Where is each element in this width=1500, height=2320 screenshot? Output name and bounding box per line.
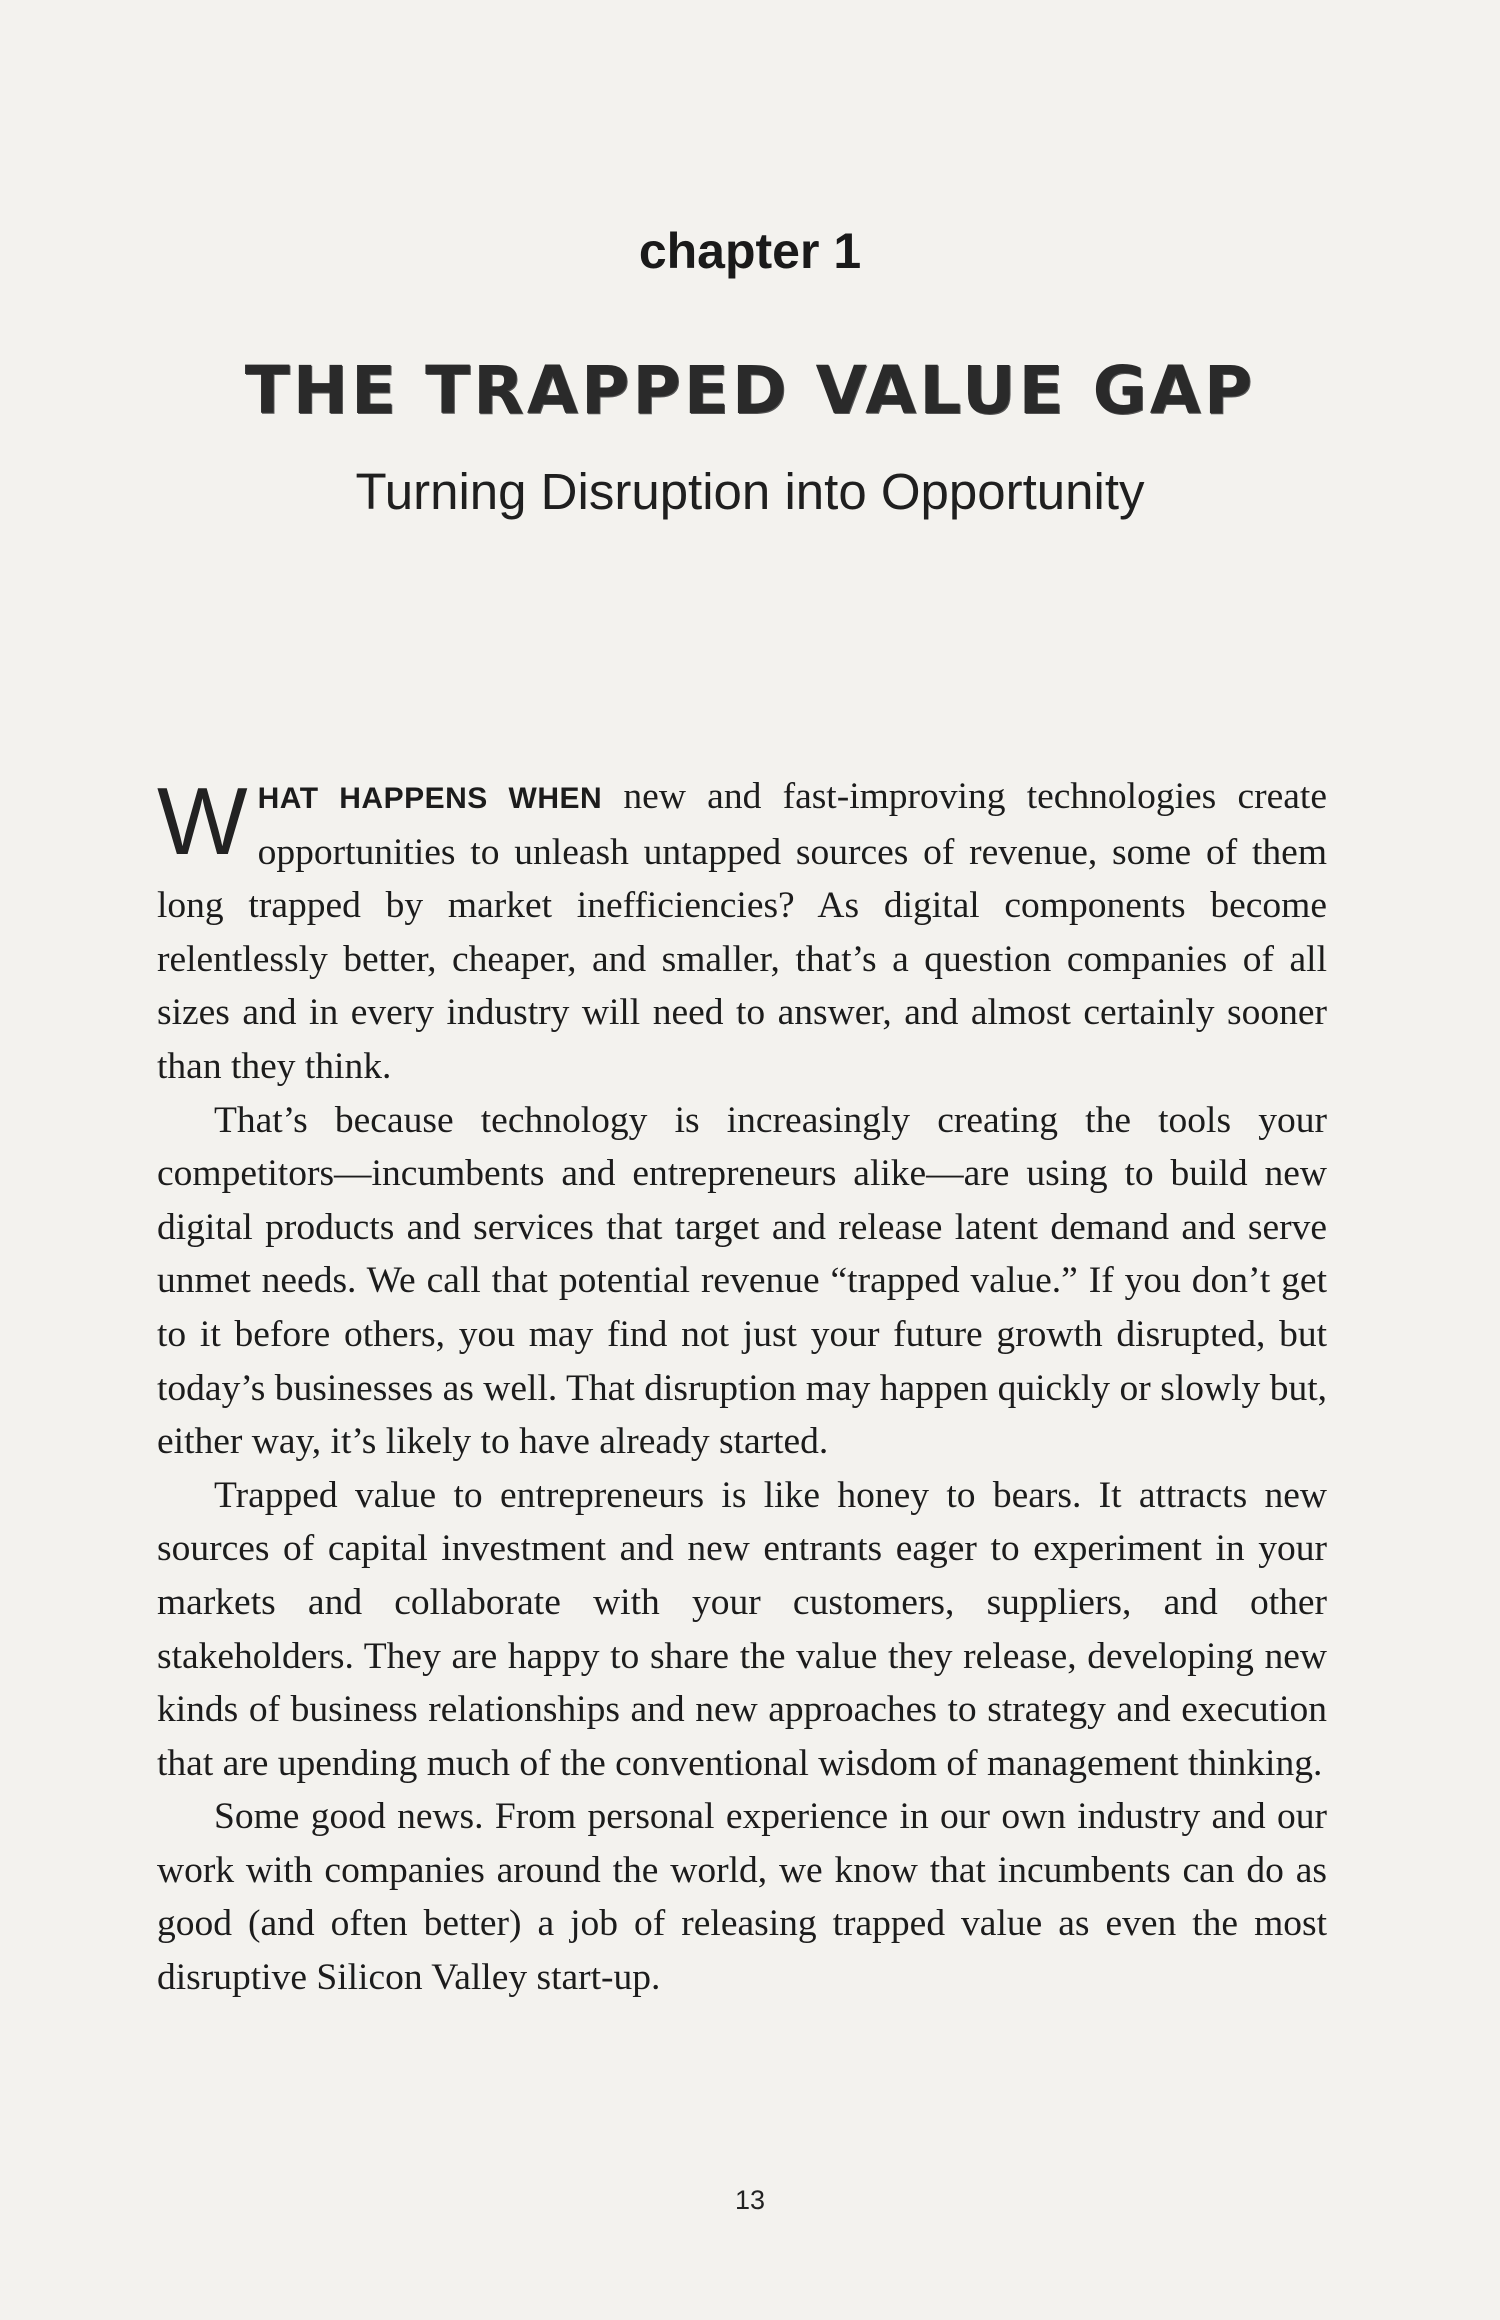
paragraph-3: Trapped value to entrepreneurs is like honey to bears. It attracts new sources of capital investment and new entrants eager to experiment in your markets and collaborate with your customers, suppliers, and other stakeholders. They are happy to share the value they release, developing new kinds of business relationships and new approaches to strategy and execution that are upending much of the conventional wisdom of management thinking. — [157, 1474, 1327, 1784]
body-text — [157, 770, 1327, 2005]
drop-cap: W — [157, 768, 248, 875]
paragraph-2: That’s because technology is increasingly creating the tools your competitors—incumbents and entrepreneurs alike—are using to build new digital products and services that target and release latent demand and serve unmet needs. We call that potential revenue “trapped value.” If you don’t get to it before others, you may find not just your future growth disrupted, but today’s businesses as well. That disruption may happen quickly or slowly but, either way, it’s likely to have already started. — [157, 1099, 1327, 1463]
chapter-title: THE TRAPPED VALUE GAP — [244, 352, 1256, 429]
paragraph-4: Some good news. From personal experience in our own industry and our work with companies around the world, we know that incumbents can do as good (and often better) a job of releasing trapped value as even the most disruptive Silicon Valley start-up. — [157, 1796, 1327, 1999]
page-number: 13 — [734, 2185, 766, 2215]
paragraph-1-text: new and fast-improving technologies create opportunities to unleash untapped sources of revenue, some of them long trapped by market inefficiencies? As digital components become relentlessly better, cheaper, and smaller, that’s a question companies of all sizes and in every industry will need to answer, and almost certainly sooner than they think. — [157, 776, 1327, 1087]
chapter-label: chapter 1 — [638, 223, 862, 279]
chapter-subtitle: Turning Disruption into Opportunity — [355, 463, 1145, 520]
paragraph-1 — [157, 770, 1327, 1094]
lead-in: HAT HAPPENS WHEN — [257, 782, 603, 815]
